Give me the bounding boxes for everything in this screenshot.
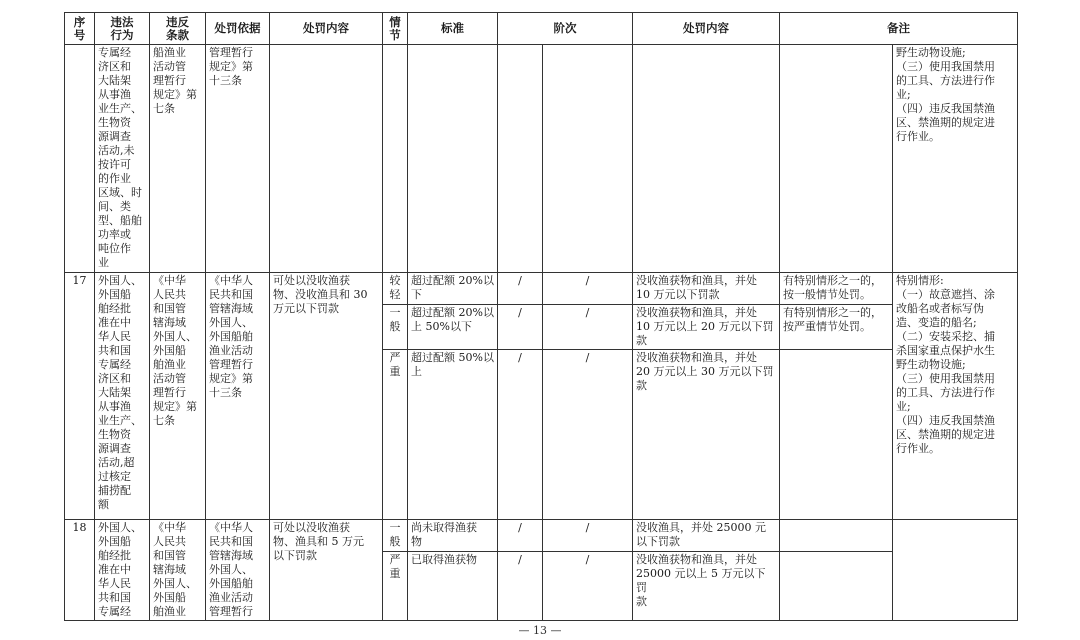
row18-act: 外国人、 外国船 舶经批 准在中 华人民 共和国 专属经: [95, 520, 150, 621]
cont-stage1: [498, 45, 543, 273]
header-penalty: 处罚内容: [633, 13, 780, 45]
row17-act: 外国人、 外国船 舶经批 准在中 华人民 共和国 专属经 济区和 大陆架 从事渔 业生产、 生物资 源调查 活动,超 过核定 捕捞配 额: [95, 273, 150, 520]
row18-no: 18: [65, 520, 95, 621]
header-standard: 标准: [408, 13, 498, 45]
row18-circ-2: 严 重: [383, 551, 408, 620]
row17-note-1: 有特别情形之一的， 按一般情节处罚。: [780, 273, 893, 305]
row17-penalty-3: 没收渔获物和渔具，并处 20 万元以上 30 万元以下罚 款: [633, 350, 780, 520]
row17-stage2-2: /: [543, 305, 633, 350]
row18-penalty-2: 没收渔获物和渔具，并处 25000 元以上 5 万元以下罚 款: [633, 551, 780, 620]
cont-basis: 管理暂行 规定》第 十三条: [206, 45, 270, 273]
row18-basis: 《中华人 民共和国 管辖海域 外国人、 外国船舶 渔业活动 管理暂行: [206, 520, 270, 621]
row17-stage2-1: /: [543, 273, 633, 305]
row17-stage2-3: /: [543, 350, 633, 520]
header-seq: 序 号: [65, 13, 95, 45]
cont-no: [65, 45, 95, 273]
header-stage: 阶次: [498, 13, 633, 45]
table-row-18-general: [65, 520, 1018, 552]
penalty-standard-table: [64, 12, 1018, 621]
row18-remark: [893, 520, 1018, 621]
cont-act: 专属经 济区和 大陆架 从事渔 业生产、 生物资 源调查 活动,未 按许可 的作业 区域、时 间、类 型、船舶 功率或 吨位作 业: [95, 45, 150, 273]
row18-penalty-1: 没收渔具，并处 25000 元 以下罚款: [633, 520, 780, 552]
cont-remark: 野生动物设施; （三）使用我国禁用 的工具、方法进行作 业; （四）违反我国禁渔 区、禁渔期的规定进 行作业。: [893, 45, 1018, 273]
row18-stage1-1: /: [498, 520, 543, 552]
row18-standard-2: 已取得渔获物: [408, 551, 498, 620]
row17-circ-2: 一 般: [383, 305, 408, 350]
header-clause: 违反 条款: [150, 13, 206, 45]
row18-stage2-1: /: [543, 520, 633, 552]
cont-circ: [383, 45, 408, 273]
row17-remark: 特别情形: （一）故意遮挡、涂 改船名或者标写伪 造、变造的船名; （二）安装采挖、捕 杀国家重点保护水生 野生动物设施; （三）使用我国禁用 的工具、方法进行作 业; （四）违反我国禁渔 区、禁渔期的规定进 行作业。: [893, 273, 1018, 520]
header-circumstance: 情 节: [383, 13, 408, 45]
row18-note-1: [780, 520, 893, 552]
row18-content: 可处以没收渔获 物、渔具和 5 万元 以下罚款: [270, 520, 383, 621]
table-row-continued: [65, 45, 1018, 273]
cont-content: [270, 45, 383, 273]
row18-standard-1: 尚未取得渔获 物: [408, 520, 498, 552]
row17-standard-3: 超过配额 50%以 上: [408, 350, 498, 520]
row17-no: 17: [65, 273, 95, 520]
header-row: [65, 13, 1018, 45]
row17-stage1-1: /: [498, 273, 543, 305]
cont-penalty: [633, 45, 780, 273]
row17-clause: 《中华 人民共 和国管 辖海域 外国人、 外国船 舶渔业 活动管 理暂行 规定》第 七条: [150, 273, 206, 520]
header-basis: 处罚依据: [206, 13, 270, 45]
row18-circ-1: 一 般: [383, 520, 408, 552]
row17-note-2: 有特别情形之一的， 按严重情节处罚。: [780, 305, 893, 350]
row17-basis: 《中华人 民共和国 管辖海域 外国人、 外国船舶 渔业活动 管理暂行 规定》第 十三条: [206, 273, 270, 520]
cont-note: [780, 45, 893, 273]
row17-standard-1: 超过配额 20%以 下: [408, 273, 498, 305]
cont-stage2: [543, 45, 633, 273]
header-content: 处罚内容: [270, 13, 383, 45]
row17-circ-3: 严 重: [383, 350, 408, 520]
row17-circ-1: 较 轻: [383, 273, 408, 305]
cont-standard: [408, 45, 498, 273]
row17-standard-2: 超过配额 20%以 上 50%以下: [408, 305, 498, 350]
row18-note-2: [780, 551, 893, 620]
table-row-17-light: [65, 273, 1018, 305]
row18-clause: 《中华 人民共 和国管 辖海域 外国人、 外国船 舶渔业: [150, 520, 206, 621]
row17-penalty-2: 没收渔获物和渔具，并处 10 万元以上 20 万元以下罚 款: [633, 305, 780, 350]
row18-stage2-2: /: [543, 551, 633, 620]
row17-note-3: [780, 350, 893, 520]
header-remark: 备注: [780, 13, 1018, 45]
row17-content: 可处以没收渔获 物、没收渔具和 30 万元以下罚款: [270, 273, 383, 520]
row17-stage1-2: /: [498, 305, 543, 350]
header-act: 违法 行为: [95, 13, 150, 45]
row18-stage1-2: /: [498, 551, 543, 620]
page-number: — 13 —: [518, 624, 562, 637]
row17-penalty-1: 没收渔获物和渔具，并处 10 万元以下罚款: [633, 273, 780, 305]
cont-clause: 船渔业 活动管 理暂行 规定》第 七条: [150, 45, 206, 273]
row17-stage1-3: /: [498, 350, 543, 520]
